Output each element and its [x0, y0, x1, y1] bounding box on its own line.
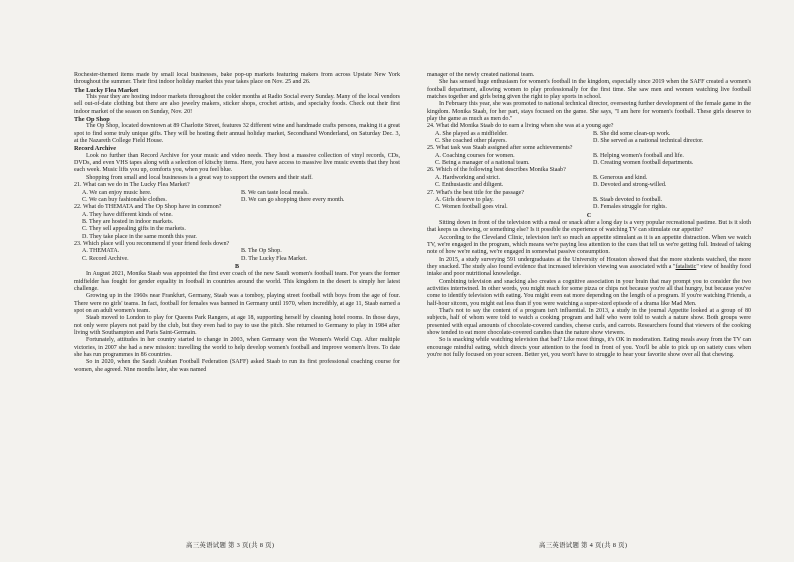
- left-page: [74, 72, 400, 544]
- page-footer-right: 高三英语试题 第 4 页(共 8 页): [539, 542, 628, 549]
- option-c: C. Being a manager of a national team.: [435, 160, 530, 167]
- intro-paragraph: Rochester-themed items made by small local businesses, bake pop-up markets featuring makers from across Upstate New York throughout the summer. Their first indoor holiday market this year takes place on Nov. 25 and 26.: [74, 72, 400, 86]
- option-d: D. The Lucky Flea Market.: [241, 255, 308, 262]
- option-b: B. The Op Shop.: [241, 248, 282, 255]
- option-c: C. Enthusiastic and diligent.: [435, 182, 504, 189]
- op-shop-heading: The Op Shop: [74, 116, 110, 124]
- question-stem: 25. What task was Staab assigned after some achievements?: [427, 145, 573, 152]
- section-b-label: B: [234, 263, 240, 270]
- passage-b-continuation: manager of the newly created national team.: [427, 72, 535, 78]
- question-stem: 23. Which place will you recommend if your friend feels down?: [74, 240, 230, 247]
- question-22: [74, 204, 400, 241]
- option-d: D. They take place in the same month this year.: [82, 233, 197, 240]
- passage-c-paragraph: That's not to say the content of a program isn't influential. In 2013, a study in the journal Appetite looked at a group of 80 subjects, half of whom were told to watch a cooking program and half who were told to watch a nature show. Both groups were presented with equal amounts of chocolate-covered candies, cheese curls, and carrots. Researchers found that viewers of the cooking show tended to eat more chocolate-covered candies than the nature show viewers.: [427, 308, 751, 337]
- question-24: [427, 123, 751, 145]
- section-c-label: C: [586, 212, 592, 219]
- op-shop-body: The Op Shop, located downtown at 89 Charlotte Street, features 32 different wine and handmade crafts persons, making it a great spot to find some truly unique gifts. They will be hosting their annual holiday market, Secondhand Wonderland, on Saturday Dec. 3, at the Nazareth College Field House.: [74, 123, 400, 145]
- option-b: B. Helping women's football and life.: [593, 152, 684, 159]
- question-stem: 27. What's the best title for the passage?: [427, 189, 525, 196]
- option-a: A. They have different kinds of wine.: [82, 211, 173, 218]
- option-a: A. Coaching courses for women.: [435, 152, 515, 159]
- question-stem: 22. What do THEMATA and The Op Shop have in common?: [74, 204, 222, 211]
- lucky-flea-heading: The Lucky Flea Market: [74, 86, 139, 94]
- passage-b-paragraph: Fortunately, attitudes in her country started to change in 2003, when Germany won the Women's World Cup. After multiple victories, in 2007 she had a new mission: travelling the world to help develop women's football and improve women's lives. To date she has run programmes in 86 countries.: [74, 337, 400, 359]
- option-d: D. Devoted and strong-willed.: [593, 182, 667, 189]
- passage-c-paragraph: According to the Cleveland Clinic, television isn't so much an appetite stimulant as it is an appetite distraction. When we watch TV, we're engaged in the program, which means we're paying less attention to the cues that tell us we're getting full. Instead of taking note of how we're eating, we're engaged in somewhat passive consumption.: [427, 234, 751, 256]
- question-27: [427, 190, 751, 212]
- right-page: [427, 72, 751, 544]
- underlined-term: fatalistic: [675, 263, 697, 270]
- passage-c-paragraph: Combining television and snacking also creates a cognitive association in your brain that may prompt you to consider the two activities intertwined. In other words, you might reach for some pizza or chips not because you're all that hungry, but because you've come to identify television with eating. You might even eat more depending on the length of a program. If you're watching Friends, a half-hour sitcom, you might eat less than if you were watching a super-sized episode of a drama like Mad Men.: [427, 278, 751, 307]
- passage-b-paragraph: Growing up in the 1960s near Frankfurt, Germany, Staab was a tomboy, playing street football with boys from the age of four. There were no girls' teams. In fact, football for females was banned in Germany until 1970, when incredibly, at age 11, Staab earned a spot on an adult women's team.: [74, 293, 400, 314]
- option-b: B. We can taste local meals.: [241, 189, 309, 196]
- option-b: B. She did some clean-up work.: [593, 130, 671, 137]
- option-b: B. Generous and kind.: [593, 174, 648, 181]
- option-a: A. Girls deserve to play.: [435, 196, 494, 203]
- option-a: A. We can enjoy music here.: [82, 189, 152, 196]
- question-stem: 26. Which of the following best describes Monika Staab?: [427, 167, 566, 174]
- page-footer-left: 高三英语试题 第 3 页(共 8 页): [186, 542, 275, 549]
- option-d: D. We can go shopping there every month.: [241, 196, 345, 203]
- passage-b-paragraph: She has sensed huge enthusiasm for women's football in the kingdom, especially since 2019 when the SAFF created a women's football department, allowing women to play professionally for the first time. She saw men and women watching live football matches together and girls being given the right to play sports in school.: [427, 79, 751, 101]
- record-archive-body-2: Shopping from small and local businesses is a great way to support the owners and their staff.: [86, 174, 313, 181]
- question-26: [427, 167, 751, 189]
- passage-c-text: " view of healthy food intake and poor nutritional knowledge.: [427, 263, 751, 278]
- option-c: C. We can buy fashionable clothes.: [82, 196, 167, 203]
- option-a: A. THEMATA.: [82, 248, 120, 255]
- option-b: B. They are hosted in indoor markets.: [82, 218, 174, 225]
- lucky-flea-body: This year they are hosting indoor markets throughout the colder months at Radio Social every Sunday. Many of the local vendors sell out-of-date clothing but there are also jewelry makers, sticker shops, crochet artists, and specialty foods. Check out their first indoor market of the season on Sunday, Nov. 20!: [74, 94, 400, 115]
- passage-b-paragraph: Staab moved to London to play for Queens Park Rangers, at age 18, supporting herself by cleaning hotel rooms. In those days, not only were players not paid by the club, but they even had to pay to use the pitch. She returned to Germany to play in 1984 after living with Southampton and Paris Saint-Germain.: [74, 315, 400, 337]
- question-21: [74, 182, 400, 204]
- passage-b-paragraph: In August 2021, Monika Staab was appointed the first ever coach of the new Saudi women's football team. For years the former midfielder has fought for gender equality in football in countries around the world. This kingdom in the desert is simply her latest challenge.: [74, 271, 400, 292]
- option-d: D. Creating women football departments.: [593, 160, 694, 167]
- passage-c-paragraph: So is snacking while watching television that bad? Like most things, it's OK in moderation. Eating meals away from the TV can encourage mindful eating, which directs your attention to the food in front of you. You'll be able to pick up on satiety cues when you're not fully focused on your screen. Better yet, you won't have to struggle to hear your favorite show over all that chewing.: [427, 337, 751, 359]
- option-a: A. She played as a midfielder.: [435, 130, 508, 137]
- passage-c-paragraph: [427, 257, 751, 279]
- passage-b-paragraph: So in 2020, when the Saudi Arabian Football Federation (SAFF) asked Staab to run its first professional coaching course for women, she agreed. Nine months later, she was named: [74, 359, 400, 373]
- option-d: D. Females struggle for rights.: [593, 204, 667, 211]
- passage-b-paragraph: In February this year, she was promoted to national technical director, overseeing further development of the female game in the kingdom. Monika Staab, for her part, stays focused on the game. She says, "I am here for women's football. These girls deserve to play the game as much as men do.": [427, 101, 751, 123]
- question-23: [74, 241, 400, 263]
- option-d: D. She served as a national technical director.: [593, 138, 704, 145]
- question-25: [427, 145, 751, 167]
- record-archive-body: Look no further than Record Archive for your music and video needs. They host a massive collection of vinyl records, CDs, DVDs, and even VHS tapes along with a selection of kitschy items. Here, you have access to massive live music events that they host each week. Music lifts you up, comforts you, when you feel blue.: [74, 152, 400, 174]
- option-c: C. They sell appealing gifts in the markets.: [82, 226, 186, 233]
- option-c: C. Women football goes viral.: [435, 204, 508, 211]
- passage-c-text: In 2015, a study surveying 591 undergraduates at the University of Houston showed that the more students watched, the more they snacked. The study also found evidence that increased television viewing was associated with a ": [427, 256, 751, 270]
- option-a: A. Hardworking and strict.: [435, 174, 500, 181]
- record-archive-heading: Record Archive: [74, 145, 117, 153]
- option-c: C. She coached other players.: [435, 138, 507, 145]
- question-stem: 21. What can we do in The Lucky Flea Market?: [74, 182, 190, 189]
- option-c: C. Record Archive.: [82, 255, 129, 262]
- question-stem: 24. What did Monika Staab do to earn a living when she was at a young age?: [427, 123, 614, 130]
- option-b: B. Staab devoted to football.: [593, 196, 663, 203]
- passage-c-paragraph: Sitting down in front of the television with a meal or snack after a long day is a very popular recreational pastime. But is it sloth that keeps us chewing, or something else? Is it possible the experience of watching TV can stimulate our appetite?: [427, 219, 751, 234]
